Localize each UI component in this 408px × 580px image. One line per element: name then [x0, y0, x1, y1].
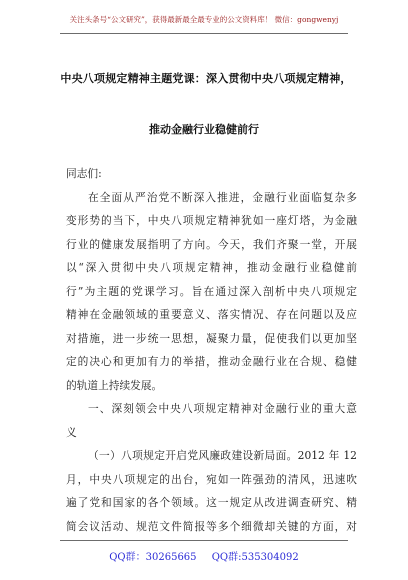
body-line: 精神在金融领域的重要意义、落实情况、存在问题以及应	[66, 308, 357, 321]
document-subtitle: 推动金融行业稳健前行	[149, 123, 259, 136]
footer-qq-group-2: QQ群:535304092	[211, 552, 299, 563]
body-line: 在全面从严治党不断深入推进，金融行业面临复杂多	[88, 190, 357, 204]
section-heading: 一、深刻领会中央八项规定精神对金融行业的重大意	[88, 402, 357, 415]
body-line: 简会议活动、规范文件简报等多个细微却关键的方面，对	[66, 519, 357, 533]
body-line: 以“深入贯彻中央八项规定精神，推动金融行业稳健前	[66, 261, 357, 274]
footer-contact	[0, 548, 408, 563]
body-line: 月，中央八项规定的出台，宛如一阵强劲的清风，迅速吹	[66, 472, 357, 486]
body-line: 变形势的当下，中央八项规定精神犹如一座灯塔，为金融	[66, 214, 357, 227]
salutation: 同志们:	[66, 167, 102, 180]
body-line: 遍了党和国家的各个领域。这一规定从改进调查研究、精	[66, 496, 357, 509]
section-heading-cont: 义	[66, 425, 77, 439]
body-line: 行”为主题的党课学习。旨在通过深入剖析中央八项规定	[66, 284, 357, 298]
body-line: （一）八项规定开启党风廉政建设新局面。2012 年 12	[88, 449, 357, 462]
body-line: 定的决心和更加有力的举措，推动金融行业在合规、稳健	[66, 355, 357, 368]
header-divider	[60, 33, 348, 34]
header-note: 关注头条号“公文研究”，获得最新最全最专业的公文资料库！ 微信：gongwenyj	[69, 15, 339, 24]
footer-divider	[60, 540, 348, 541]
footer-qq-group-1: QQ群：30265665	[109, 552, 197, 563]
body-line: 行业的健康发展指明了方向。今天，我们齐聚一堂，开展	[66, 237, 357, 251]
body-line: 的轨道上持续发展。	[66, 378, 163, 392]
body-text	[66, 162, 357, 538]
body-line: 对措施，进一步统一思想，凝聚力量，促使我们以更加坚	[66, 331, 357, 345]
document-title: 中央八项规定精神主题党课：深入贯彻中央八项规定精神，	[60, 72, 352, 85]
